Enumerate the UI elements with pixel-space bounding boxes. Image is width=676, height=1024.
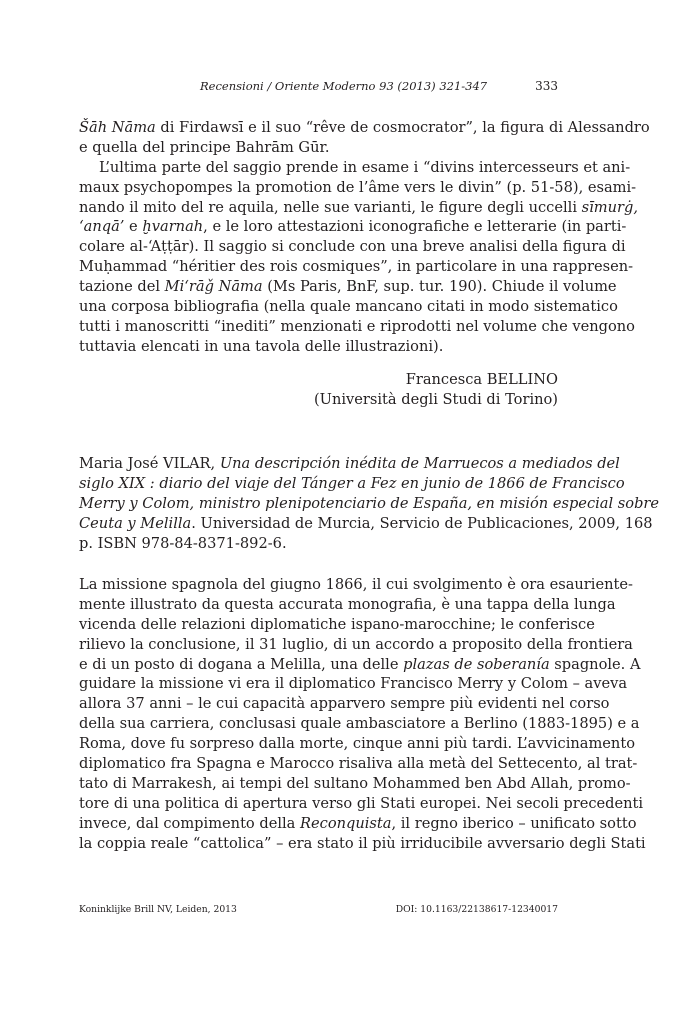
- text-run: . Universidad de Murcia, Servicio de Publicaciones, 2009, 168: [191, 514, 653, 532]
- text-line: [79, 655, 641, 675]
- text-line: [79, 694, 610, 714]
- text-line: [79, 595, 616, 615]
- italic-text: siglo XIX : diario del viaje del Tánger a Fez en junio de 1866 de Francisco: [79, 474, 625, 492]
- text-run: guidare la missione vi era il diplomatico Francisco Merry y Colom – aveva: [79, 675, 628, 693]
- text-line: [79, 217, 627, 237]
- text-line: [79, 734, 635, 754]
- text-run: colare al-‘Aṭṭār). Il saggio si conclude con una breve analisi della figura di: [79, 238, 626, 256]
- text-run: maux psychopompes la promotion de l’âme vers le divin” (p. 51-58), esami-: [79, 178, 637, 196]
- text-line: [79, 794, 644, 814]
- text-run: tuttavia elencati in una tavola delle illustrazioni).: [79, 337, 444, 355]
- journal-citation: Recensioni / Oriente Moderno 93 (2013) 321-347: [200, 79, 488, 93]
- italic-text: Ceuta y Melilla: [79, 514, 192, 532]
- text-line: [79, 534, 558, 554]
- text-line: [79, 674, 628, 694]
- text-line: [79, 754, 638, 774]
- text-run: , e le loro attestazioni iconografiche e letterarie (in parti-: [203, 218, 627, 236]
- reviewer-affiliation: (Università degli Studi di Torino): [313, 391, 558, 408]
- italic-text: Una descripción inédita de Marruecos a mediados del: [219, 455, 620, 472]
- text-run: Maria José VILAR,: [79, 455, 220, 472]
- text-line: [79, 297, 618, 317]
- text-run: spagnole. A: [549, 655, 641, 673]
- italic-text: Merry y Colom, ministro plenipotenciario de España, en misión especial sobre: [79, 494, 660, 512]
- text-run: invece, dal compimento della: [79, 814, 301, 832]
- italic-text: Reconquista: [300, 814, 392, 832]
- text-line: [79, 118, 650, 138]
- italic-text: ‘anqā’: [79, 218, 125, 236]
- running-head: [79, 79, 558, 97]
- text-run: tore di una politica di apertura verso gli Stati europei. Nei secoli precedenti: [79, 794, 644, 812]
- text-line: [79, 277, 617, 297]
- text-line: [79, 514, 653, 534]
- text-line: [79, 454, 620, 474]
- review-2-text: [79, 575, 646, 853]
- text-run: p. ISBN 978-84-8371-892-6.: [79, 534, 287, 552]
- text-run: una corposa bibliografia (nella quale mancano citati in modo sistematico: [79, 298, 618, 316]
- page-number: 333: [535, 79, 558, 93]
- text-run: vicenda delle relazioni diplomatiche ispano-marocchine; le conferisce: [79, 615, 595, 633]
- text-run: tato di Marrakesh, ai tempi del sultano Mohammed ben Abd Allah, promo-: [79, 774, 631, 792]
- italic-text: Mi‘rāǧ Nāma: [164, 278, 263, 296]
- text-run: (Ms Paris, BnF, sup. tur. 190). Chiude il volume: [262, 278, 617, 296]
- text-line: [79, 635, 633, 655]
- review-1-text: [79, 118, 650, 357]
- text-line: [79, 237, 626, 257]
- italic-text: ḫvarnah: [142, 218, 204, 236]
- review-2-bibliographic-citation: [79, 454, 660, 553]
- text-line: [79, 474, 625, 494]
- doi-line: DOI: 10.1163/22138617-12340017: [395, 904, 558, 915]
- text-run: allora 37 anni – le cui capacità apparvero sempre più evidenti nel corso: [79, 695, 610, 713]
- text-run: e: [124, 218, 143, 236]
- text-line: [79, 575, 633, 595]
- text-run: mente illustrato da questa accurata monografia, è una tappa della lunga: [79, 595, 616, 613]
- text-line: [79, 714, 640, 734]
- text-run: L’ultima parte del saggio prende in esame i “divins intercesseurs et ani-: [99, 158, 631, 176]
- review-1-signature: [79, 370, 558, 410]
- italic-text: sīmurġ,: [581, 198, 638, 216]
- text-run: tazione del: [79, 278, 165, 296]
- text-line: [79, 198, 638, 218]
- text-run: tutti i manoscritti “inediti” menzionati e riprodotti nel volume che vengono: [79, 317, 635, 335]
- page-footer: [79, 904, 558, 918]
- text-line: [79, 814, 637, 834]
- italic-text: plazas de soberanía: [403, 655, 550, 673]
- text-run: e quella del principe Bahrām Gūr.: [79, 138, 330, 156]
- text-run: di Firdawsī e il suo “rêve de cosmocrator”, la figura di Alessandro: [155, 119, 650, 136]
- text-line: [79, 615, 595, 635]
- reviewer-name: Francesca BELLINO: [405, 371, 558, 388]
- text-line: [79, 774, 631, 794]
- text-line: [79, 138, 558, 158]
- text-line: [79, 337, 558, 357]
- text-line: [79, 317, 635, 337]
- text-line: [79, 834, 646, 854]
- italic-text: Šāh Nāma: [79, 119, 156, 136]
- text-run: rilievo la conclusione, il 31 luglio, di un accordo a proposito della frontiera: [79, 635, 633, 653]
- text-line: [79, 178, 637, 198]
- text-run: della sua carriera, conclusasi quale ambasciatore a Berlino (1883-1895) e a: [79, 715, 640, 733]
- text-line: [79, 257, 634, 277]
- text-run: nando il mito del re aquila, nelle sue varianti, le figure degli uccelli: [79, 198, 582, 216]
- text-run: e di un posto di dogana a Melilla, una delle: [79, 655, 404, 673]
- text-run: Roma, dove fu sorpreso dalla morte, cinque anni più tardi. L’avvicinamento: [79, 735, 635, 753]
- text-line: [79, 158, 631, 178]
- text-run: la coppia reale “cattolica” – era stato il più irriducibile avversario degli Stati: [79, 834, 646, 852]
- text-run: diplomatico fra Spagna e Marocco risaliva alla metà del Settecento, al trat-: [79, 755, 638, 773]
- text-run: Muḥammad “héritier des rois cosmiques”, in particolare in una rappresen-: [79, 258, 634, 276]
- text-run: , il regno iberico – unificato sotto: [391, 814, 637, 832]
- publisher-line: Koninklijke Brill NV, Leiden, 2013: [79, 904, 237, 915]
- text-line: [79, 494, 660, 514]
- text-run: La missione spagnola del giugno 1866, il cui svolgimento è ora esauriente-: [79, 576, 633, 593]
